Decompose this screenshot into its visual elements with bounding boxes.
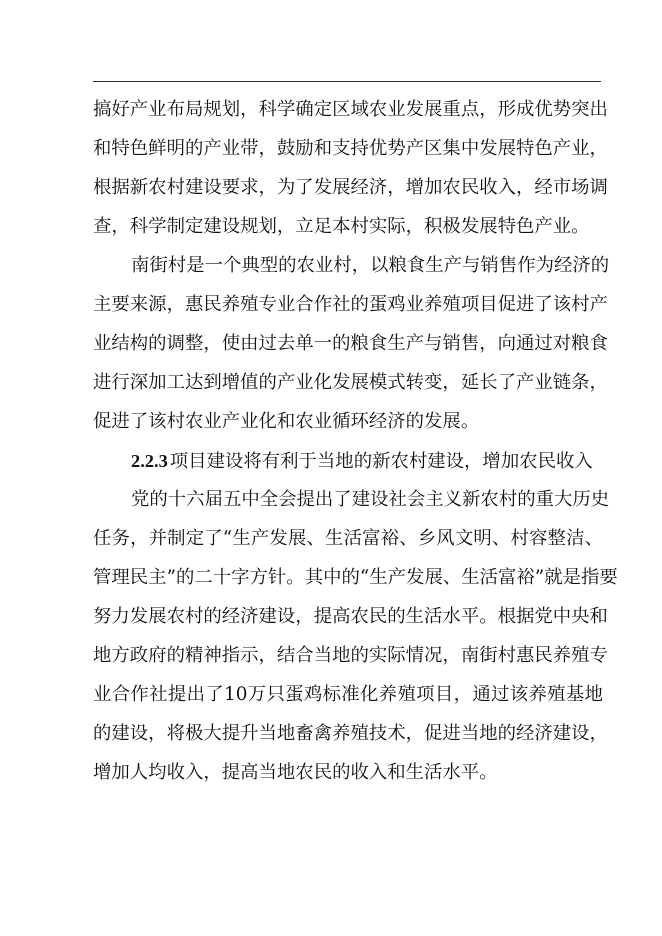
- paragraph-1-line-1: 搞好产业布局规划，科学确定区域农业发展重点，形成优势突出: [93, 99, 608, 120]
- paragraph-3-line-1: 党的十六届五中全会提出了建设社会主义新农村的重大历史: [131, 489, 610, 510]
- paragraph-3-line-6: 业合作社提出了10万只蛋鸡标准化养殖项目，通过该养殖基地: [93, 684, 603, 705]
- paragraph-2-line-5: 促进了该村农业产业化和农业循环经济的发展。: [93, 411, 480, 432]
- paragraph-2-line-3: 业结构的调整，使由过去单一的粮食生产与销售，向通过对粮食: [93, 333, 608, 354]
- paragraph-3-line-4: 努力发展农村的经济建设，提高农民的生活水平。根据党中央和: [93, 606, 608, 627]
- paragraph-2-line-4: 进行深加工达到增值的产业化发展模式转变，延长了产业链条，: [93, 372, 608, 393]
- section-heading: [131, 443, 593, 479]
- paragraph-1-line-4: 查，科学制定建设规划，立足本村实际，积极发展特色产业。: [93, 216, 590, 237]
- paragraph-3-line-2: 任务，并制定了“生产发展、生活富裕、乡风文明、村容整洁、: [93, 528, 603, 549]
- paragraph-3-line-8: 增加人均收入，提高当地农民的收入和生活水平。: [93, 762, 498, 783]
- paragraph-3-line-3: 管理民主”的二十字方针。其中的“生产发展、生活富裕”就是指要: [93, 567, 618, 588]
- paragraph-3-line-5: 地方政府的精神指示，结合当地的实际情况，南街村惠民养殖专: [93, 645, 608, 666]
- section-title: 项目建设将有利于当地的新农村建设，增加农民收入: [169, 451, 593, 472]
- paragraph-2-line-2: 主要来源，惠民养殖专业合作社的蛋鸡业养殖项目促进了该村产: [93, 294, 608, 315]
- paragraph-2-line-1: 南街村是一个典型的农业村，以粮食生产与销售作为经济的: [131, 255, 610, 276]
- paragraph-1-line-3: 根据新农村建设要求，为了发展经济，增加农民收入，经市场调: [93, 177, 608, 198]
- section-number: 2.2.3: [131, 451, 168, 471]
- header-rule: [93, 81, 601, 82]
- paragraph-3-line-7: 的建设，将极大提升当地畜禽养殖技术，促进当地的经济建设，: [93, 723, 608, 744]
- paragraph-1-line-2: 和特色鲜明的产业带，鼓励和支持优势产区集中发展特色产业，: [93, 138, 608, 159]
